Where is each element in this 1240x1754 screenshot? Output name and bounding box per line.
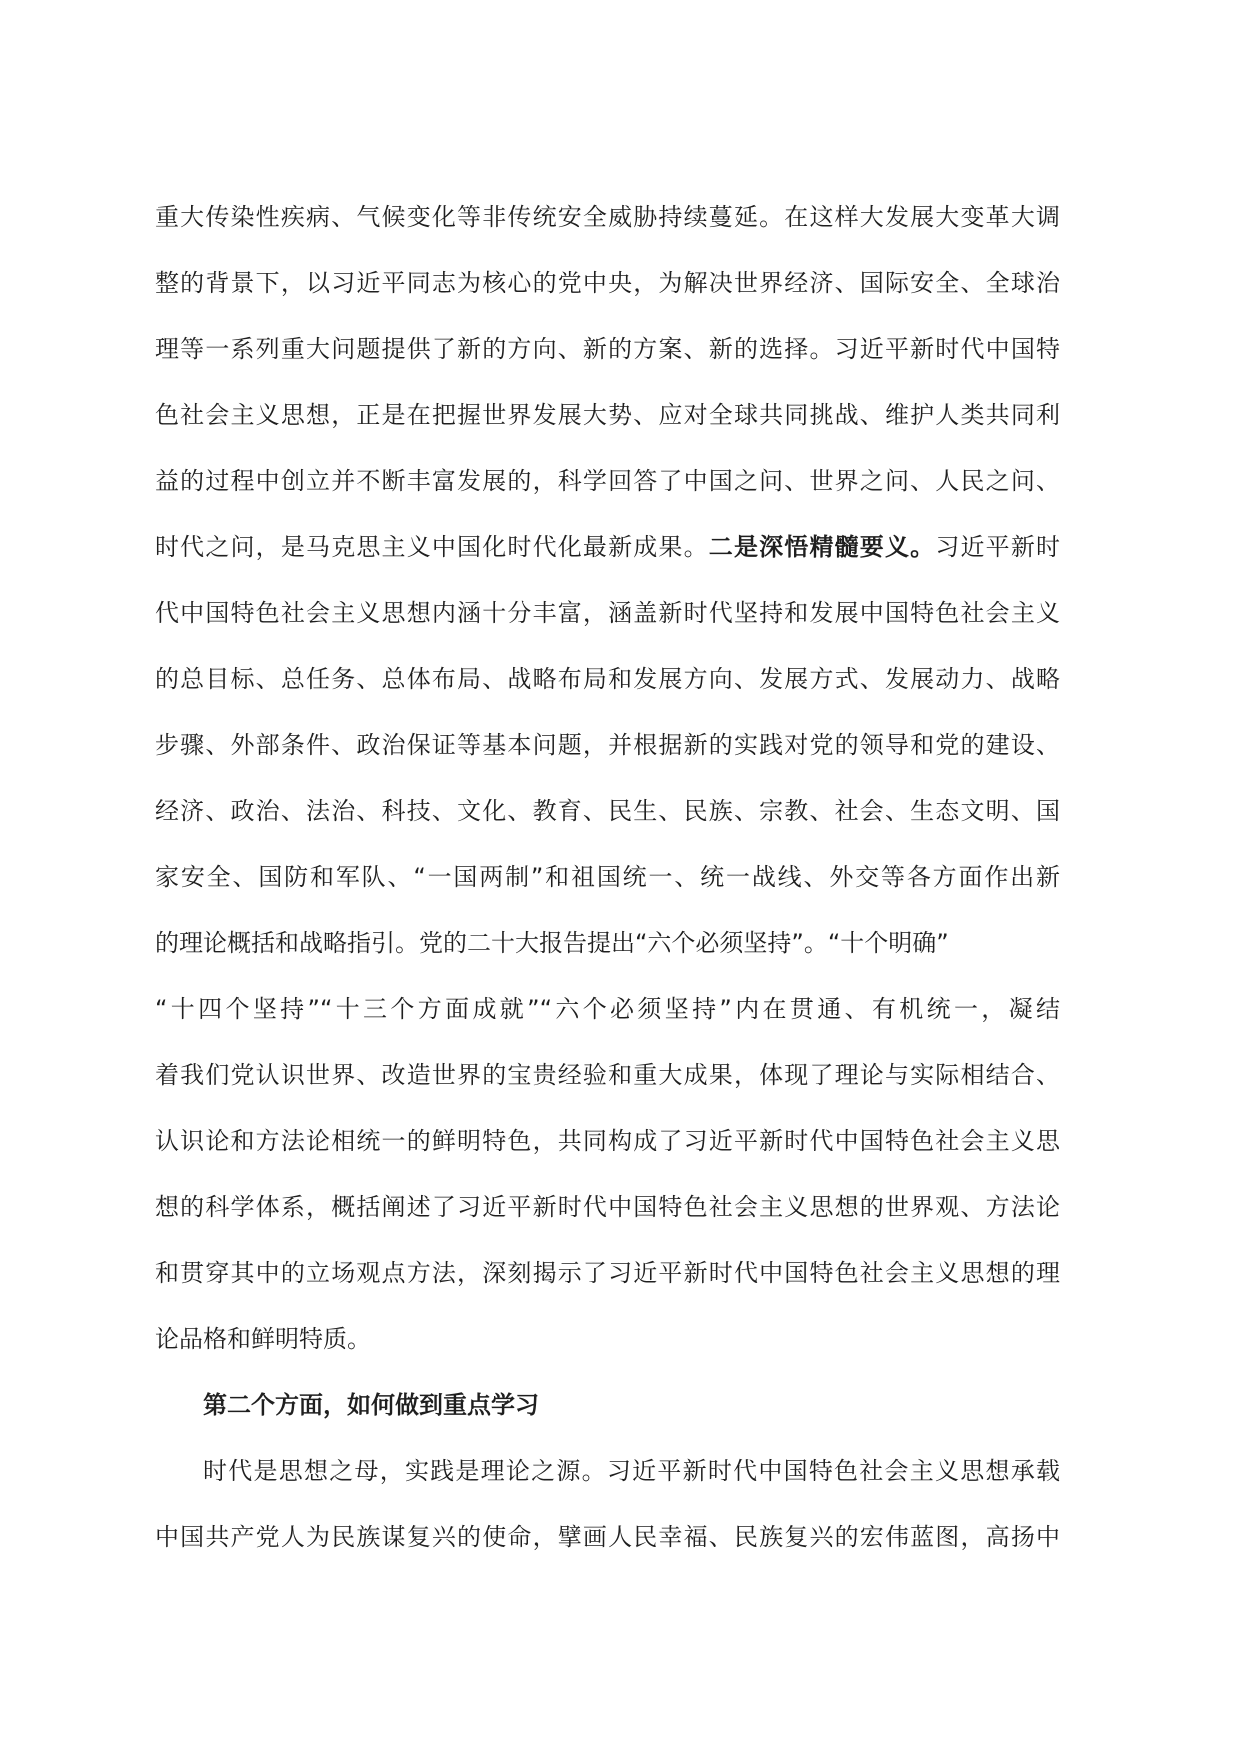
- text-run: 习近平新时: [935, 533, 1060, 561]
- text-line: [155, 514, 1060, 580]
- text-line: 整的背景下，以习近平同志为核心的党中央，为解决世界经济、国际安全、全球治: [155, 269, 1060, 297]
- section-heading: 第二个方面，如何做到重点学习: [203, 1391, 539, 1419]
- text-line: 经济、政治、法治、科技、文化、教育、民生、民族、宗教、社会、生态文明、国: [155, 797, 1060, 825]
- text-line: “十四个坚持”“十三个方面成就”“六个必须坚持”内在贯通、有机统一，凝结: [155, 995, 1060, 1023]
- text-line: 的总目标、总任务、总体布局、战略布局和发展方向、发展方式、发展动力、战略: [155, 665, 1060, 693]
- text-line: 想的科学体系，概括阐述了习近平新时代中国特色社会主义思想的世界观、方法论: [155, 1193, 1060, 1221]
- text-line: 时代是思想之母，实践是理论之源。习近平新时代中国特色社会主义思想承载: [203, 1457, 1060, 1485]
- text-line: 认识论和方法论相统一的鲜明特色，共同构成了习近平新时代中国特色社会主义思: [155, 1127, 1060, 1155]
- text-line: 步骤、外部条件、政治保证等基本问题，并根据新的实践对党的领导和党的建设、: [155, 731, 1060, 759]
- text-line: 色社会主义思想，正是在把握世界发展大势、应对全球共同挑战、维护人类共同利: [155, 401, 1060, 429]
- text-line: 重大传染性疾病、气候变化等非传统安全威胁持续蔓延。在这样大发展大变革大调: [155, 203, 1060, 231]
- text-run: 时代之问，是马克思主义中国化时代化最新成果。: [155, 533, 709, 561]
- document-body: [155, 184, 1060, 1570]
- text-line: 益的过程中创立并不断丰富发展的，科学回答了中国之问、世界之问、人民之问、: [155, 467, 1060, 495]
- bold-lead-phrase: 二是深悟精髓要义。: [708, 533, 936, 561]
- text-line: 和贯穿其中的立场观点方法，深刻揭示了习近平新时代中国特色社会主义思想的理: [155, 1259, 1060, 1287]
- text-line: 的理论概括和战略指引。党的二十大报告提出“六个必须坚持”。“十个明确”: [155, 929, 949, 957]
- text-line: 论品格和鲜明特质。: [155, 1325, 371, 1353]
- text-line: 中国共产党人为民族谋复兴的使命，擘画人民幸福、民族复兴的宏伟蓝图，高扬中: [155, 1523, 1060, 1551]
- text-line: 着我们党认识世界、改造世界的宝贵经验和重大成果，体现了理论与实际相结合、: [155, 1061, 1060, 1089]
- text-line: 家安全、国防和军队、“一国两制”和祖国统一、统一战线、外交等各方面作出新: [155, 863, 1060, 891]
- text-line: 代中国特色社会主义思想内涵十分丰富，涵盖新时代坚持和发展中国特色社会主义: [155, 599, 1060, 627]
- text-line: 理等一系列重大问题提供了新的方向、新的方案、新的选择。习近平新时代中国特: [155, 335, 1060, 363]
